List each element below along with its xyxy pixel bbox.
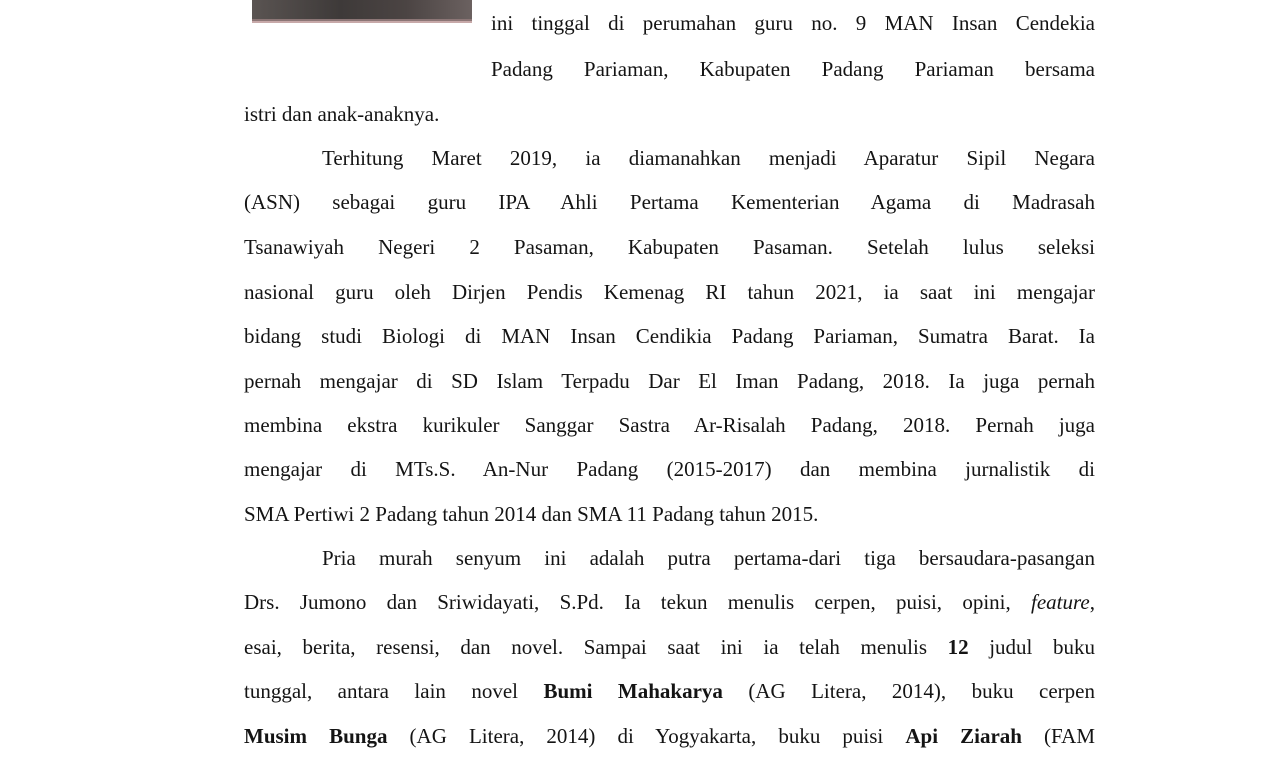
book-count: 12 xyxy=(947,635,969,659)
text-line: membina ekstra kurikuler Sanggar Sastra Ar-Risalah Padang, 2018. Pernah juga xyxy=(244,413,1095,437)
text-span: (AG Litera, 2014), buku cerpen xyxy=(722,679,1095,703)
text-line: (ASN) sebagai guru IPA Ahli Pertama Kementerian Agama di Madrasah xyxy=(244,190,1095,214)
italic-term: feature xyxy=(1031,590,1090,614)
book-title: Bumi Mahakarya xyxy=(543,679,723,703)
text-span: Drs. Jumono dan Sriwidayati, S.Pd. Ia tekun menulis cerpen, puisi, opini, xyxy=(244,590,1032,614)
text-line: bidang studi Biologi di MAN Insan Cendikia Padang Pariaman, Sumatra Barat. Ia xyxy=(244,324,1095,348)
text-span: judul buku xyxy=(968,635,1095,659)
text-line: Pria murah senyum ini adalah putra pertama-dari tiga bersaudara-pasangan xyxy=(322,546,1095,570)
text-line: pernah mengajar di SD Islam Terpadu Dar El Iman Padang, 2018. Ia juga pernah xyxy=(244,369,1095,393)
text-line: Tsanawiyah Negeri 2 Pasaman, Kabupaten Pasaman. Setelah lulus seleksi xyxy=(244,235,1095,259)
author-photo xyxy=(252,0,472,23)
text-line xyxy=(244,634,1095,660)
text-span: (FAM xyxy=(1021,724,1095,748)
book-title: Musim Bunga xyxy=(244,724,388,748)
text-line: mengajar di MTs.S. An-Nur Padang (2015-2017) dan membina jurnalistik di xyxy=(244,457,1095,481)
text-span: (AG Litera, 2014) di Yogyakarta, buku puisi xyxy=(387,724,906,748)
text-line: Padang Pariaman, Kabupaten Padang Pariaman bersama xyxy=(491,57,1095,81)
text-line: SMA Pertiwi 2 Padang tahun 2014 dan SMA 11 Padang tahun 2015. xyxy=(244,502,819,526)
text-line xyxy=(244,723,1095,749)
text-span: tunggal, antara lain novel xyxy=(244,679,544,703)
text-span: , xyxy=(1089,590,1095,614)
text-line xyxy=(244,678,1095,704)
text-line: ini tinggal di perumahan guru no. 9 MAN Insan Cendekia xyxy=(491,11,1095,35)
text-line: nasional guru oleh Dirjen Pendis Kemenag RI tahun 2021, ia saat ini mengajar xyxy=(244,280,1095,304)
text-span: esai, berita, resensi, dan novel. Sampai saat ini ia telah menulis xyxy=(244,635,948,659)
text-line xyxy=(244,589,1095,615)
text-line: istri dan anak-anaknya. xyxy=(244,102,440,126)
book-title: Api Ziarah xyxy=(905,724,1022,748)
text-line: Terhitung Maret 2019, ia diamanahkan menjadi Aparatur Sipil Negara xyxy=(322,146,1095,170)
